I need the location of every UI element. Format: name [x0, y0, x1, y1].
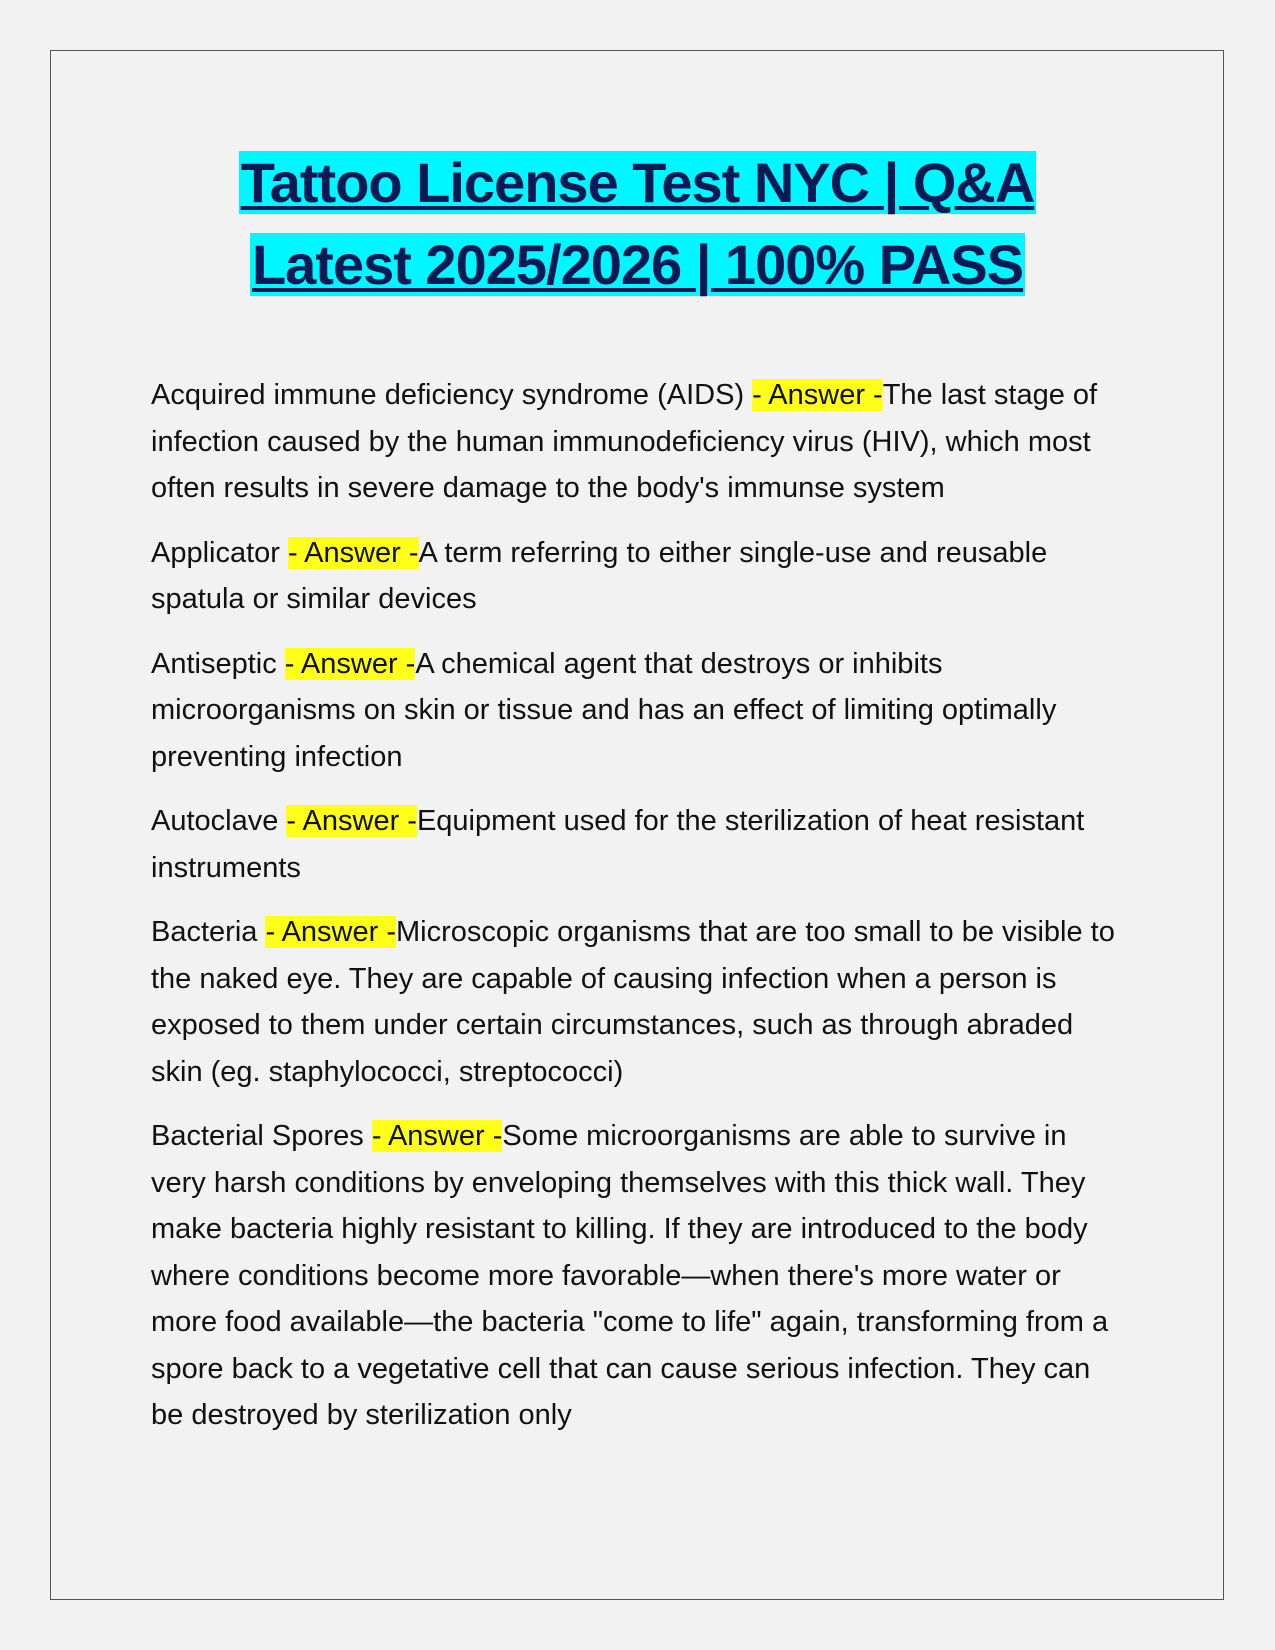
entry-definition: Some microorganisms are able to survive in very harsh conditions by enveloping themselves with this thick wall. They make bacteria highly resistant to killing. If they are introduced to the body where conditions become more favorable—when there's more water or more food available—the bacteria "come to life" again, transforming from a spore back to a vegetative cell that can cause serious infection. They can be destroyed by sterilization only: [151, 1120, 1109, 1431]
title-line-1: Tattoo License Test NYC | Q&A: [240, 151, 1035, 214]
entry-definition: Microscopic organisms that are too small to be visible to the naked eye. They are capable of causing infection when a person is exposed to them under certain circumstances, such as through abraded skin (eg. staphylococci, streptococci): [151, 916, 1115, 1088]
qa-entry-bacteria: [151, 909, 1126, 1095]
entry-term: Autoclave: [151, 805, 287, 837]
entry-definition: The last stage of infection caused by the human immunodeficiency virus (HIV), which most often results in severe damage to the body's immunse system: [151, 379, 1098, 504]
qa-entry-bacterial-spores: [151, 1113, 1126, 1439]
entry-term: Acquired immune deficiency syndrome (AIDS): [151, 379, 753, 411]
title-line-2: Latest 2025/2026 | 100% PASS: [251, 233, 1024, 296]
answer-marker: - Answer -: [288, 536, 419, 569]
answer-marker: - Answer -: [752, 379, 883, 411]
answer-marker: - Answer -: [371, 1120, 503, 1152]
qa-list: [151, 372, 1126, 1457]
qa-entry-aids: [151, 372, 1126, 512]
entry-definition: A term referring to either single-use and reusable spatula or similar devices: [151, 536, 1048, 615]
qa-entry-antiseptic: [151, 641, 1126, 781]
entry-definition: Equipment used for the sterilization of heat resistant instruments: [151, 805, 1085, 884]
answer-marker: - Answer -: [284, 647, 416, 680]
entry-definition: A chemical agent that destroys or inhibits microorganisms on skin or tissue and has an effect of limiting optimally preventing infection: [151, 647, 1057, 773]
entry-term: Bacterial Spores: [151, 1120, 372, 1152]
answer-marker: - Answer -: [286, 805, 417, 837]
entry-term: Antiseptic: [151, 647, 285, 680]
entry-term: Applicator: [151, 536, 289, 569]
answer-marker: - Answer -: [265, 916, 396, 948]
entry-term: Bacteria: [151, 916, 266, 948]
page-title: [60, 142, 1215, 306]
qa-entry-autoclave: [151, 798, 1126, 891]
qa-entry-applicator: [151, 530, 1126, 623]
